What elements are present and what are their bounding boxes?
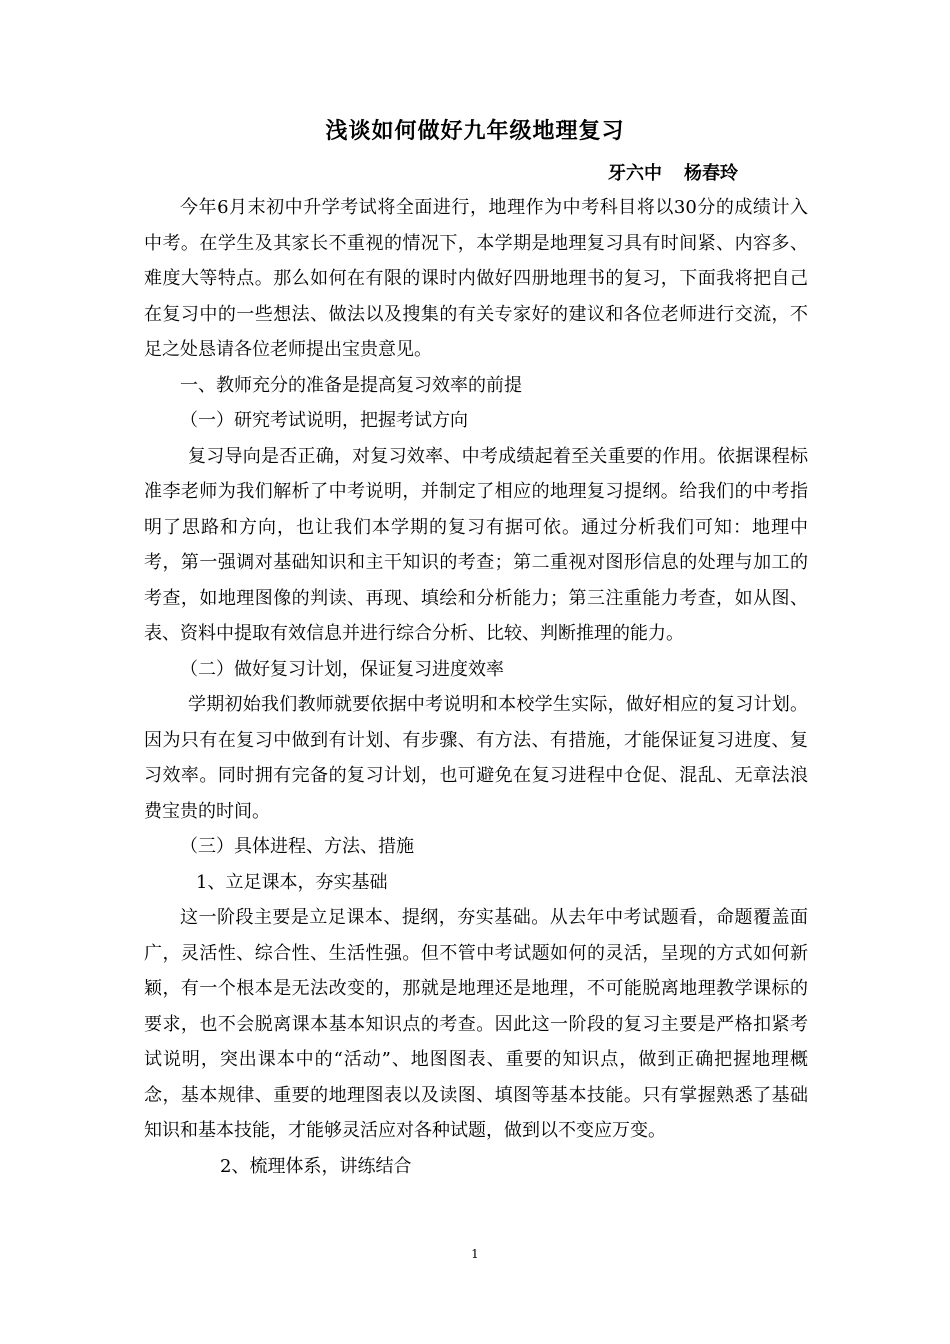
item-heading-2: 2、梳理体系，讲练结合 — [220, 1155, 412, 1177]
subsection-heading-3: （三）具体进程、方法、措施 — [180, 836, 414, 857]
page-number: 1 — [471, 1247, 479, 1261]
body-paragraph: 学期初始我们教师就要依据中考说明和本校学生实际，做好相应的复习计划。因为只有在复习中做到有计划、有步骤、有方法、有措施，才能保证复习进度、复习效率。同时拥有完备的复习计划，也可避免在复习进程中仓促、混乱、无章法浪费宝贵的时间。 — [144, 694, 808, 822]
author-line — [0, 160, 738, 188]
body-paragraph: 复习导向是否正确，对复习效率、中考成绩起着至关重要的作用。依据课程标准李老师为我们解析了中考说明，并制定了相应的地理复习提纲。给我们的中考指明了思路和方向，也让我们本学期的复习有据可依。通过分析我们可知：地理中考，第一强调对基础知识和主干知识的考查；第二重视对图形信息的处理与加工的考查，如地理图像的判读、再现、填绘和分析能力；第三注重能力考查，如从图、表、资料中提取有效信息并进行综合分析、比较、判断推理的能力。 — [144, 445, 808, 644]
subsection-heading-1: （一）研究考试说明，把握考试方向 — [180, 410, 468, 431]
subsection-heading-2: （二）做好复习计划，保证复习进度效率 — [180, 658, 504, 680]
document-body — [144, 190, 808, 1184]
section-heading-1: 一、教师充分的准备是提高复习效率的前提 — [180, 374, 522, 396]
item-heading-1: 1、立足课本，夯实基础 — [196, 871, 388, 893]
document-title: 浅谈如何做好九年级地理复习 — [325, 119, 625, 144]
author-school: 牙六中 — [608, 163, 662, 184]
body-paragraph: 这一阶段主要是立足课本、提纲，夯实基础。从去年中考试题看，命题覆盖面广，灵活性、综合性、生活性强。但不管中考试题如何的灵活，呈现的方式如何新颖，有一个根本是无法改变的，那就是地理还是地理，不可能脱离地理教学课标的要求，也不会脱离课本基本知识点的考查。因此这一阶段的复习主要是严格扣紧考试说明，突出课本中的“活动”、地图图表、重要的知识点，做到正确把握地理概念，基本规律、重要的地理图表以及读图、填图等基本技能。只有掌握熟悉了基础知识和基本技能，才能够灵活应对各种试题，做到以不变应万变。 — [144, 907, 808, 1141]
author-name: 杨春玲 — [684, 163, 738, 184]
intro-paragraph: 今年6月末初中升学考试将全面进行，地理作为中考科目将以30分的成绩计入中考。在学生及其家长不重视的情况下，本学期是地理复习具有时间紧、内容多、难度大等特点。那么如何在有限的课时内做好四册地理书的复习，下面我将把自己在复习中的一些想法、做法以及搜集的有关专家好的建议和各位老师进行交流，不足之处恳请各位老师提出宝贵意见。 — [144, 197, 808, 360]
